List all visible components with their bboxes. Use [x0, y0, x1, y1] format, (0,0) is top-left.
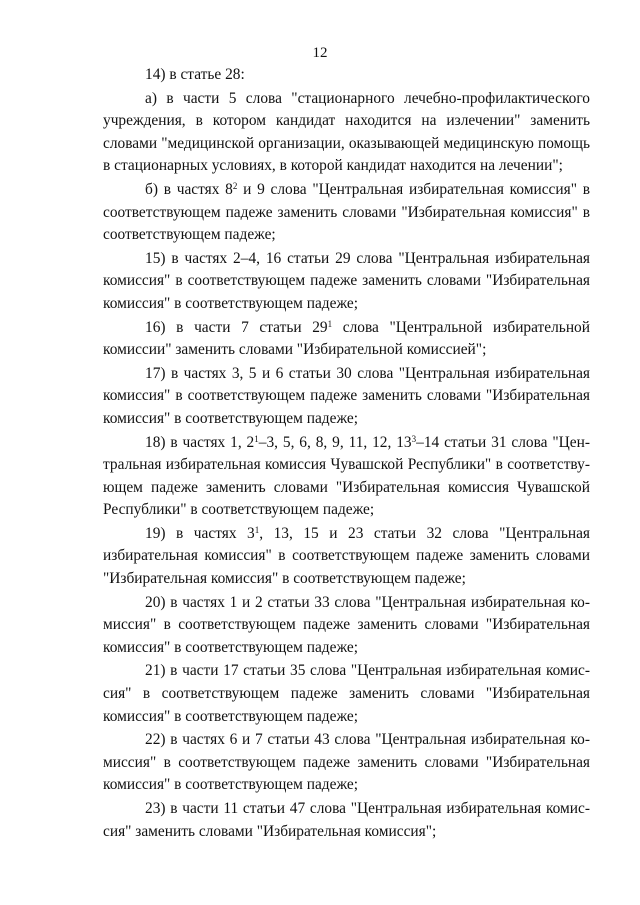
superscript: 1	[254, 433, 259, 444]
paragraph-text: и 9 слова "Центральная избирательная комиссия" в соответствующем падеже заменить словами "Избирательная комиссия" в соответствующем падеже;	[103, 180, 590, 244]
paragraph-p10	[103, 660, 590, 728]
paragraph-text: –14 статьи 31 слова "Центральная избирательная комиссия Чувашской Республики" в соответствующем падеже заменить словами "Избирательная комиссия Чувашской Республики" в соответствующем падеже;	[103, 433, 590, 519]
document-body	[103, 64, 590, 843]
paragraph-p3	[103, 179, 590, 247]
paragraph-text: 23) в части 11 статьи 47 слова "Центральная избирательная комиссия" заменить словами "Избирательная комиссия";	[103, 800, 590, 840]
paragraph-text: 17) в частях 3, 5 и 6 статьи 30 слова "Центральная избирательная комиссия" в соответствующем падеже заменить словами "Избирательная комиссия" в соответствующем падеже;	[103, 364, 590, 427]
paragraph-p8	[103, 523, 590, 591]
paragraph-text: б) в частях 8	[145, 180, 233, 198]
paragraph-p1	[103, 64, 590, 87]
paragraph-p4	[103, 248, 590, 316]
paragraph-p2	[103, 88, 590, 178]
paragraph-text: 19) в частях 3	[145, 524, 255, 542]
superscript: 3	[411, 433, 417, 444]
paragraph-text: , 13, 15 и 23 статьи 32 слова "Центральная избирательная комиссия" в соответствующем падеже заменить словами "Избирательная комиссия" в соответствующем падеже;	[103, 524, 590, 588]
paragraph-text: 22) в частях 6 и 7 статьи 43 слова "Центральная избирательная комиссия" в соответствующем падеже заменить словами "Избирательная комиссия" в соответствующем падеже;	[103, 731, 590, 794]
paragraph-p7	[103, 432, 590, 522]
paragraph-text: 20) в частях 1 и 2 статьи 33 слова "Центральная избирательная комиссия" в соответствующем падеже заменить словами "Избирательная комиссия" в соответствующем падеже;	[103, 593, 590, 656]
paragraph-p12	[103, 798, 590, 843]
paragraph-text: 18) в частях 1, 2	[145, 433, 255, 451]
paragraph-text: –3, 5, 6, 8, 9, 11, 12, 13	[258, 433, 412, 451]
paragraph-text: 15) в частях 2–4, 16 статьи 29 слова "Центральная избирательная комиссия" в соответствующем падеже заменить словами "Избирательная комиссия" в соответствующем падеже;	[103, 249, 590, 312]
page-number: 12	[312, 45, 328, 61]
paragraph-text: а) в части 5 слова "стационарного лечебно-профилактического учреждения, в котором кандидат находится на излечении" заменить словами "медицинской организации, оказывающей медицинскую помощь в стационарных условиях, в которой кандидат находится на лечении";	[103, 89, 590, 175]
paragraph-p6	[103, 363, 590, 431]
paragraph-text: 16) в части 7 статьи 29	[145, 318, 328, 336]
paragraph-text: 21) в части 17 статьи 35 слова "Центральная избирательная комиссия" в соответствующем падеже заменить словами "Избирательная комиссия" в соответствующем падеже;	[103, 662, 590, 725]
superscript: 2	[232, 180, 238, 191]
paragraph-text: слова "Центральной избирательной комиссии" заменить словами "Избирательной комиссией";	[103, 318, 590, 359]
paragraph-p11	[103, 729, 590, 797]
superscript: 1	[254, 524, 260, 535]
paragraph-p5	[103, 317, 590, 362]
paragraph-text: 14) в статье 28:	[145, 66, 245, 83]
paragraph-p9	[103, 592, 590, 660]
superscript: 1	[327, 318, 333, 329]
